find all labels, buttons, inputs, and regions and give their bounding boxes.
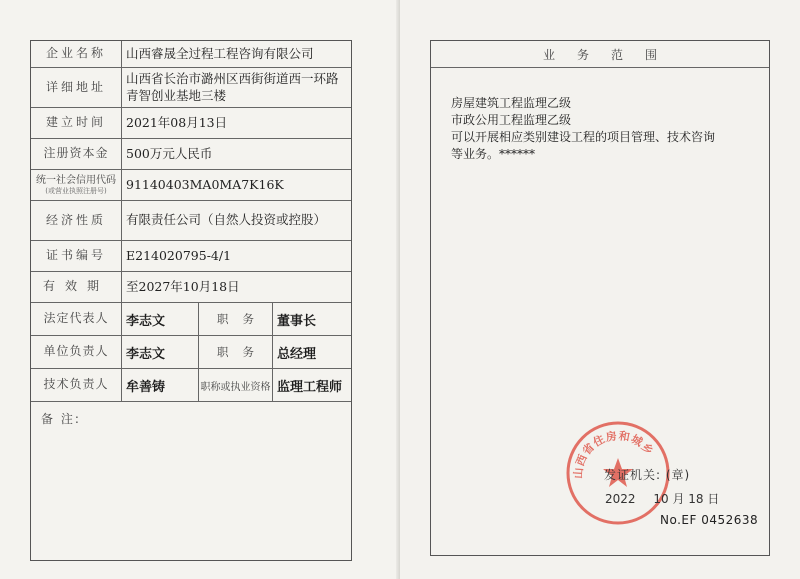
credit-code-value: 91140403MA0MA7K16K: [126, 176, 284, 192]
economic-nature-value: 有限责任公司（自然人投资或控股）: [126, 212, 327, 228]
legal-rep-label: 法定代表人: [31, 303, 122, 335]
tech-head-label: 技术负责人: [31, 369, 122, 401]
remarks-row: [31, 402, 351, 560]
table-row: [31, 369, 351, 402]
business-scope-header: 业务范围: [431, 41, 769, 68]
unit-head-value: 李志文: [126, 346, 166, 362]
capital-value: 500万元人民币: [126, 145, 213, 161]
address-label: 详细地址: [31, 68, 122, 107]
tech-head-value: 牟善铸: [126, 379, 166, 395]
cert-number-value: E214020795-4/1: [126, 247, 232, 263]
issue-year: 2022: [605, 492, 636, 506]
issuing-authority: 发证机关: (章): [604, 468, 691, 482]
table-row: [31, 41, 351, 68]
table-row: [31, 170, 351, 201]
tech-head-title-value: 监理工程师: [277, 379, 343, 395]
business-scope-list: [451, 95, 761, 163]
unit-head-label: 单位负责人: [31, 336, 122, 368]
legal-rep-value: 李志文: [126, 313, 166, 329]
scope-line: 等业务。******: [451, 147, 536, 161]
validity-label: 有效期: [31, 272, 122, 302]
table-row: [31, 68, 351, 108]
established-value: 2021年08月13日: [126, 114, 228, 130]
company-name-label: 企业名称: [31, 41, 122, 67]
credit-code-label: [31, 170, 122, 200]
scope-line: 房屋建筑工程监理乙级: [451, 96, 572, 110]
seal-text: 山西省住房和城乡: [571, 429, 657, 480]
legal-rep-position-label: 职务: [198, 303, 273, 335]
company-name-value: 山西睿晟全过程工程咨询有限公司: [126, 45, 314, 61]
table-row: [31, 108, 351, 139]
certificate-serial: No.EF 0452638: [660, 513, 759, 527]
info-table: [30, 40, 352, 561]
credit-code-label-main: 统一社会信用代码: [36, 174, 116, 186]
table-row: [31, 201, 351, 241]
issue-month: 10: [653, 492, 669, 506]
scope-line: 可以开展相应类别建设工程的项目管理、技术咨询: [451, 130, 716, 144]
table-row: [31, 272, 351, 303]
unit-head-position-value: 总经理: [277, 346, 317, 362]
issue-date: 2022 10 月 18 日: [605, 492, 720, 506]
cert-number-label: 证书编号: [31, 241, 122, 271]
economic-nature-label: 经济性质: [31, 201, 122, 240]
remarks-label: 备 注:: [41, 412, 81, 426]
table-row: [31, 336, 351, 369]
credit-code-label-sub: (或营业执照注册号): [45, 187, 107, 196]
legal-rep-position-value: 董事长: [277, 313, 317, 329]
left-page: [0, 0, 398, 579]
scope-line: 市政公用工程监理乙级: [451, 113, 572, 127]
validity-value: 至2027年10月18日: [126, 278, 240, 294]
issue-day: 18: [688, 492, 704, 506]
established-label: 建立时间: [31, 108, 122, 138]
table-row: [31, 139, 351, 170]
capital-label: 注册资本金: [31, 139, 122, 169]
table-row: [31, 241, 351, 272]
unit-head-position-label: 职务: [198, 336, 273, 368]
address-value: 山西省长治市潞州区西街街道西一环路青智创业基地三楼: [126, 71, 339, 103]
table-row: [31, 303, 351, 336]
tech-head-title-label: 职称或执业资格: [198, 369, 273, 401]
